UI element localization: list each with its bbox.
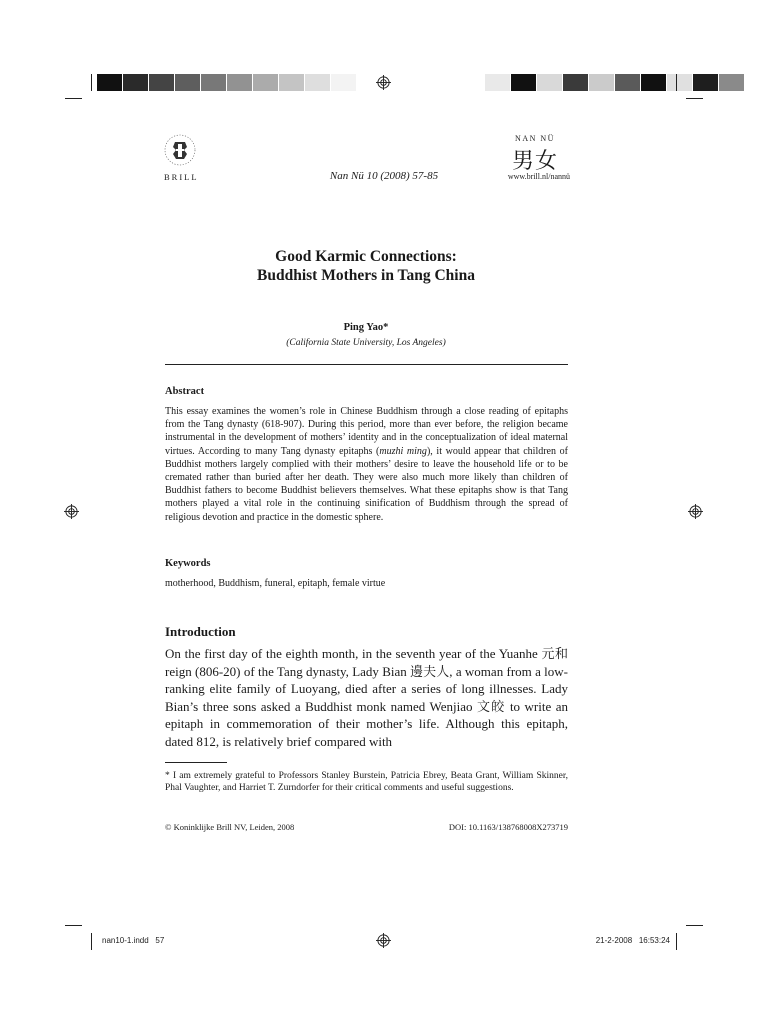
registration-mark-icon [64, 504, 79, 519]
doi-reference: DOI: 10.1163/138768008X273719 [448, 822, 568, 832]
crop-mark [686, 925, 703, 926]
color-swatch [510, 74, 536, 91]
color-swatch [148, 74, 174, 91]
color-swatch [304, 74, 330, 91]
color-swatch [485, 74, 510, 91]
slug-file-name: nan10-1.indd 57 [102, 936, 165, 945]
brill-seal-logo-icon [160, 132, 200, 172]
article-title-line2: Buddhist Mothers in Tang China [257, 267, 475, 284]
copyright-notice: © Koninklijke Brill NV, Leiden, 2008 [165, 822, 295, 832]
footnote-rule [165, 762, 227, 763]
abstract-heading: Abstract [165, 386, 205, 397]
color-swatch [330, 74, 356, 91]
registration-mark-icon [376, 933, 391, 948]
color-swatch [562, 74, 588, 91]
color-swatch [640, 74, 666, 91]
slug-timestamp: 21-2-2008 16:53:24 [595, 936, 670, 945]
crop-mark [65, 925, 82, 926]
color-swatch [692, 74, 718, 91]
abstract-text-part: This essay examines the women’s role in Chinese Buddhism through a close reading of epitaphs from the Tang dynasty (618-907). During this period, more than ever before, the religion became instrumental in the development of mothers’ identity and in the conceptualization of ideal maternal virtues. According to many Tang dynasty epitaphs ( [165, 406, 568, 457]
journal-label: NAN NÜ [515, 134, 555, 143]
journal-url[interactable]: www.brill.nl/nannü [507, 172, 570, 181]
crop-mark [91, 74, 92, 91]
printer-colorbar-right [485, 74, 744, 91]
registration-mark-icon [376, 75, 391, 90]
color-swatch [278, 74, 304, 91]
abstract-text [165, 405, 568, 524]
color-swatch [718, 74, 744, 91]
journal-characters: 男女 [511, 149, 558, 174]
author-affiliation: (California State University, Los Angeles) [286, 338, 446, 348]
color-swatch [614, 74, 640, 91]
color-swatch [226, 74, 252, 91]
color-swatch [252, 74, 278, 91]
crop-mark [676, 933, 677, 950]
introduction-text: On the first day of the eighth month, in the seventh year of the Yuanhe 元和 reign (806-20) of the Tang dynasty, Lady Bian 邊夫人, a woman from a low-ranking elite family of Luoyang, died after a series of long illnesses. Lady Bian’s three sons asked a Buddhist monk named Wenjiao 文皎 to write an epitaph in commemoration of their mother’s life. Although this epitaph, dated 812, is relatively brief compared with [165, 646, 568, 749]
printer-colorbar-left [97, 74, 356, 91]
abstract-term: muzhi ming [379, 445, 427, 457]
abstract-text-part: ), it would appear that children of Buddhist mothers largely complied with their mothers’ desire to leave the household life or to be cremated rather than buried after her death. They were also much more likely than children of Buddhist fathers to become Buddhist believers themselves. What these epitaphs show is that Tang mothers played a vital role in the continuing sinification of Buddhism through the spread of religious devotion and practice in the domestic sphere. [165, 445, 568, 523]
registration-mark-icon [688, 504, 703, 519]
color-swatch [97, 74, 122, 91]
color-swatch [588, 74, 614, 91]
color-swatch [174, 74, 200, 91]
color-swatch [200, 74, 226, 91]
crop-mark [65, 98, 82, 99]
footnote-text: * I am extremely grateful to Professors Stanley Burstein, Patricia Ebrey, Beata Grant, William Skinner, Phal Vaughter, and Harriet T. Zurndorfer for their critical comments and useful suggestions. [165, 771, 568, 793]
crop-mark [676, 74, 677, 91]
color-swatch [666, 74, 692, 91]
introduction-heading: Introduction [165, 624, 236, 639]
keywords-text: motherhood, Buddhism, funeral, epitaph, female virtue [165, 578, 386, 589]
keywords-heading: Keywords [165, 558, 211, 569]
crop-mark [91, 933, 92, 950]
publisher-name: BRILL [164, 172, 199, 182]
color-swatch [536, 74, 562, 91]
crop-mark [686, 98, 703, 99]
title-rule [165, 364, 568, 365]
journal-reference: Nan Nü 10 (2008) 57-85 [329, 170, 439, 182]
color-swatch [122, 74, 148, 91]
article-title-line1: Good Karmic Connections: [275, 248, 457, 265]
author-name: Ping Yao* [343, 322, 389, 333]
